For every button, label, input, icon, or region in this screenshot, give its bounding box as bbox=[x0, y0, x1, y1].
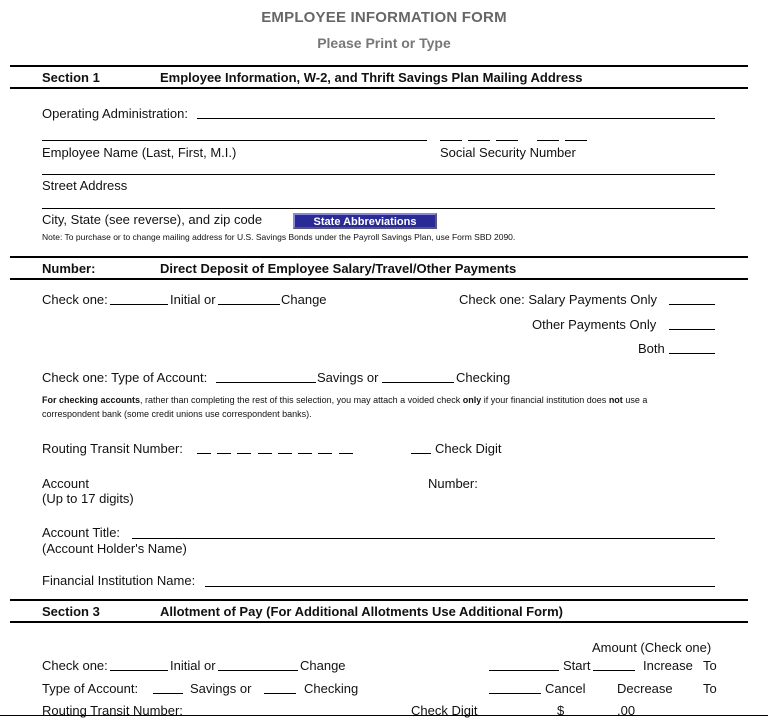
account-holder-label: (Account Holder's Name) bbox=[42, 541, 187, 556]
s2-routing-digit-8[interactable] bbox=[339, 453, 353, 454]
operating-admin-label: Operating Administration: bbox=[42, 106, 188, 121]
page-bottom-line bbox=[0, 715, 768, 716]
s2-routing-digit-6[interactable] bbox=[298, 453, 312, 454]
section1-number: Section 1 bbox=[42, 70, 100, 85]
account-title-label: Account Title: bbox=[42, 525, 121, 540]
form-subtitle: Please Print or Type bbox=[317, 35, 451, 51]
note-part-2: if your financial institution does bbox=[481, 395, 609, 405]
note-part-1: , rather than completing the rest of this selection, you may attach a voided check bbox=[140, 395, 463, 405]
s3-initial-field[interactable] bbox=[110, 670, 168, 671]
s3-check-one-label: Check one: bbox=[42, 658, 108, 673]
s3-routing-label: Routing Transit Number: bbox=[42, 703, 183, 718]
s2-initial-field[interactable] bbox=[110, 304, 168, 305]
other-payments-field[interactable] bbox=[669, 329, 715, 330]
ssn-field-3[interactable] bbox=[496, 140, 518, 141]
both-field[interactable] bbox=[669, 353, 715, 354]
s3-cancel-field[interactable] bbox=[489, 693, 541, 694]
s3-change-label: Change bbox=[300, 658, 346, 673]
s2-check-digit-label: Check Digit bbox=[435, 441, 502, 456]
account-title-field[interactable] bbox=[132, 538, 715, 539]
institution-field[interactable] bbox=[205, 586, 715, 587]
s3-type-of-account-label: Type of Account: bbox=[42, 681, 139, 696]
amount-check-one-label: Amount (Check one) bbox=[592, 640, 712, 655]
account-label: Account bbox=[42, 476, 89, 491]
s3-dollar-label: $ bbox=[557, 703, 565, 718]
s2-type-of-account-label: Check one: Type of Account: bbox=[42, 370, 208, 385]
salary-payments-label: Check one: Salary Payments Only bbox=[459, 292, 657, 307]
s2-check-one-label: Check one: bbox=[42, 292, 108, 307]
s3-increase-label: Increase bbox=[643, 658, 693, 673]
ssn-field-1[interactable] bbox=[440, 140, 462, 141]
section2-header bbox=[10, 256, 748, 280]
state-abbreviations-button[interactable]: State Abbreviations bbox=[293, 213, 437, 229]
section3-title: Allotment of Pay (For Additional Allotments Use Additional Form) bbox=[160, 604, 563, 619]
account-number-label: Number: bbox=[428, 476, 478, 491]
s2-routing-digit-4[interactable] bbox=[258, 453, 272, 454]
both-label: Both bbox=[638, 341, 665, 356]
note-bold-not: not bbox=[608, 395, 623, 405]
street-address-label: Street Address bbox=[42, 178, 128, 193]
note-bold-checking: For checking accounts bbox=[42, 395, 141, 405]
section1-title: Employee Information, W-2, and Thrift Savings Plan Mailing Address bbox=[160, 70, 583, 85]
checking-accounts-note bbox=[42, 393, 647, 407]
s3-cents-label: .00 bbox=[617, 703, 636, 718]
s2-savings-or-label: Savings or bbox=[317, 370, 379, 385]
savings-bond-note: Note: To purchase or to change mailing address for U.S. Savings Bonds under the Payroll Savings Plan, use Form SBD 2090. bbox=[42, 232, 516, 242]
s3-cancel-label: Cancel bbox=[545, 681, 586, 696]
s2-routing-digit-2[interactable] bbox=[217, 453, 231, 454]
operating-admin-field[interactable] bbox=[197, 118, 715, 119]
account-sub-label: (Up to 17 digits) bbox=[42, 491, 134, 506]
section2-number: Number: bbox=[42, 261, 96, 276]
note-part-3: use a bbox=[622, 395, 648, 405]
s2-routing-digit-3[interactable] bbox=[237, 453, 251, 454]
street-divider bbox=[42, 174, 715, 175]
s2-routing-digit-7[interactable] bbox=[318, 453, 332, 454]
street-address-field[interactable] bbox=[42, 208, 715, 209]
ssn-field-5[interactable] bbox=[565, 140, 587, 141]
form-title: EMPLOYEE INFORMATION FORM bbox=[261, 9, 507, 26]
s2-initial-or-label: Initial or bbox=[170, 292, 216, 307]
s2-savings-field[interactable] bbox=[216, 382, 316, 383]
s3-to-label-2: To bbox=[703, 681, 717, 696]
s2-change-label: Change bbox=[281, 292, 327, 307]
s2-check-digit-field[interactable] bbox=[411, 453, 431, 454]
s2-change-field[interactable] bbox=[218, 304, 280, 305]
ssn-field-2[interactable] bbox=[468, 140, 490, 141]
s3-start-label: Start bbox=[563, 658, 591, 673]
section3-header bbox=[10, 599, 748, 623]
employee-name-field[interactable] bbox=[42, 140, 427, 141]
s3-increase-field[interactable] bbox=[593, 670, 635, 671]
s3-initial-or-label: Initial or bbox=[170, 658, 216, 673]
ssn-field-4[interactable] bbox=[537, 140, 559, 141]
city-state-zip-label: City, State (see reverse), and zip code bbox=[42, 212, 263, 227]
s3-check-digit-label: Check Digit bbox=[411, 703, 478, 718]
note-bold-only: only bbox=[462, 395, 482, 405]
section3-number: Section 3 bbox=[42, 604, 100, 619]
s3-checking-label: Checking bbox=[304, 681, 359, 696]
s3-to-label-1: To bbox=[703, 658, 717, 673]
section1-header bbox=[10, 65, 748, 89]
section2-title: Direct Deposit of Employee Salary/Travel/Other Payments bbox=[160, 261, 517, 276]
s2-checking-field[interactable] bbox=[382, 382, 454, 383]
s2-routing-digit-1[interactable] bbox=[197, 453, 211, 454]
s2-routing-digit-5[interactable] bbox=[278, 453, 292, 454]
s3-change-field[interactable] bbox=[218, 670, 298, 671]
s2-checking-label: Checking bbox=[456, 370, 511, 385]
s2-routing-label: Routing Transit Number: bbox=[42, 441, 183, 456]
s3-savings-or-label: Savings or bbox=[190, 681, 252, 696]
s3-decrease-label: Decrease bbox=[617, 681, 673, 696]
s3-savings-field[interactable] bbox=[153, 693, 183, 694]
ssn-label: Social Security Number bbox=[440, 145, 576, 160]
other-payments-label: Other Payments Only bbox=[532, 317, 657, 332]
s3-checking-field[interactable] bbox=[264, 693, 296, 694]
employee-name-label: Employee Name (Last, First, M.I.) bbox=[42, 145, 237, 160]
institution-label: Financial Institution Name: bbox=[42, 573, 196, 588]
s3-start-field[interactable] bbox=[489, 670, 559, 671]
checking-accounts-note-line2: correspondent bank (some credit unions use correspondent banks). bbox=[42, 409, 312, 419]
salary-payments-field[interactable] bbox=[669, 304, 715, 305]
